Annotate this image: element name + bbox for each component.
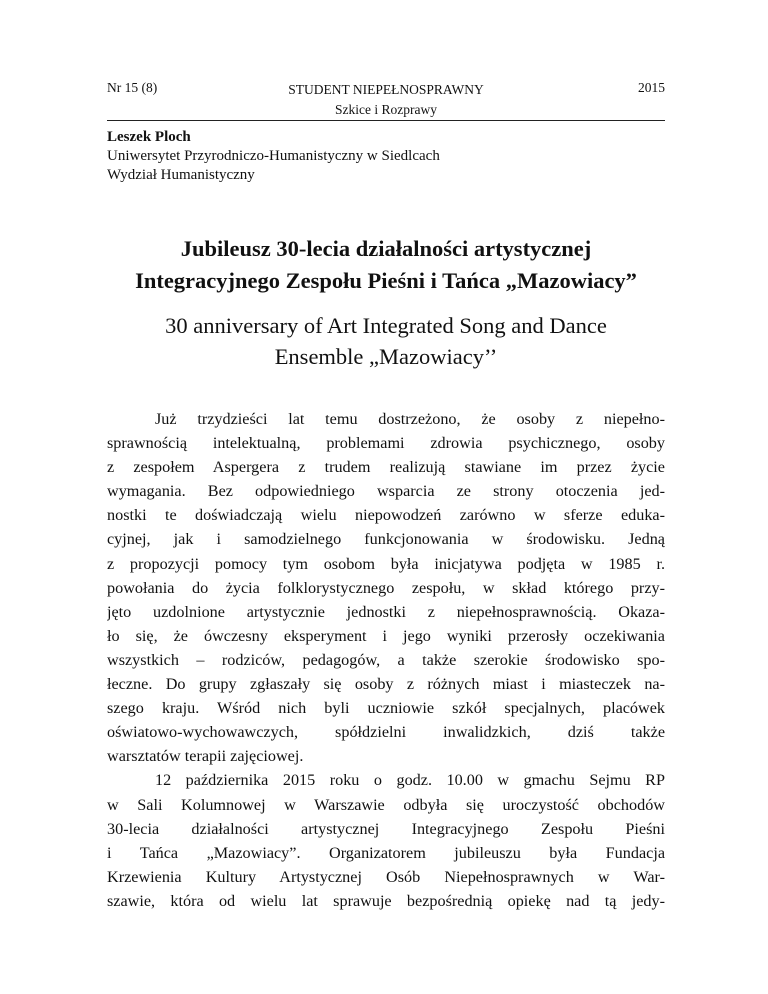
body-line: jęto uzdolnione artystycznie jednostki z niepełnosprawnością. Okaza- <box>107 602 665 621</box>
body-line: cyjnej, jak i samodzielnego funkcjonowania w środowisku. Jedną <box>107 530 665 549</box>
author-department: Wydział Humanistyczny <box>107 167 255 183</box>
body-line: oświatowo-wychowawczych, spółdzielni inwalidzkich, dziś także <box>107 723 665 742</box>
body-line: powołania do życia folklorystycznego zespołu, w skład którego przy- <box>107 578 665 597</box>
body-line: 30-lecia działalności artystycznej Integracyjnego Zespołu Pieśni <box>107 819 665 838</box>
body-line: z propozycji pomocy tym osobom była inicjatywa podjęta w 1985 r. <box>107 554 665 573</box>
article-title-english <box>107 310 665 372</box>
body-line: wymagania. Bez odpowiedniego wsparcia ze strony otoczenia jed- <box>107 482 665 501</box>
body-line: z zespołem Aspergera z trudem realizują stawiane im przez życie <box>107 458 665 477</box>
body-line: wszystkich – rodziców, pedagogów, a także szerokie środowisko spo- <box>107 650 665 669</box>
author-affiliation: Uniwersytet Przyrodniczo-Humanistyczny w Siedlcach <box>107 148 440 164</box>
body-line: ło się, że ówczesny eksperyment i jego wyniki przerosły oczekiwania <box>107 626 665 645</box>
body-line: łeczne. Do grupy zgłaszały się osoby z różnych miast i miasteczek na- <box>107 675 665 694</box>
body-line: szawie, która od wielu lat sprawuje bezpośrednią opiekę nad tą jedy- <box>107 891 665 910</box>
publication-year: 2015 <box>638 80 665 95</box>
body-line: Już trzydzieści lat temu dostrzeżono, że osoby z niepełno- <box>155 410 665 428</box>
body-line: 12 października 2015 roku o godz. 10.00 w gmachu Sejmu RP <box>155 771 665 790</box>
body-line: w Sali Kolumnowej w Warszawie odbyła się uroczystość obchodów <box>107 795 665 814</box>
title-line: Jubileusz 30-lecia działalności artystycznej <box>180 236 592 261</box>
author-name: Leszek Ploch <box>107 129 191 145</box>
running-header <box>107 80 665 121</box>
body-line: i Tańca „Mazowiacy”. Organizatorem jubileuszu była Fundacja <box>107 843 665 862</box>
issue-number: Nr 15 (8) <box>107 80 158 95</box>
title-line: Integracyjnego Zespołu Pieśni i Tańca „Mazowiacy” <box>135 268 637 293</box>
journal-title: STUDENT NIEPEŁNOSPRAWNY <box>288 82 484 97</box>
article-title-polish <box>107 233 665 297</box>
body-line: sprawnością intelektualną, problemami zdrowia psychicznego, osoby <box>107 434 665 453</box>
journal-subtitle: Szkice i Rozprawy <box>335 102 437 117</box>
body-line: warsztatów terapii zajęciowej. <box>107 747 304 766</box>
body-line: szego kraju. Wśród nich byli uczniowie szkół specjalnych, placówek <box>107 699 665 718</box>
body-line: nostki te doświadczają wielu niepowodzeń zarówno w sferze eduka- <box>107 506 665 525</box>
journal-heading <box>107 80 665 120</box>
body-line: Krzewienia Kultury Artystycznej Osób Niepełnosprawnych w War- <box>107 867 665 886</box>
title-line: 30 anniversary of Art Integrated Song and Dance <box>165 313 607 338</box>
author-block <box>107 128 440 185</box>
article-body <box>107 407 665 913</box>
title-line: Ensemble „Mazowiacy’’ <box>274 344 498 369</box>
